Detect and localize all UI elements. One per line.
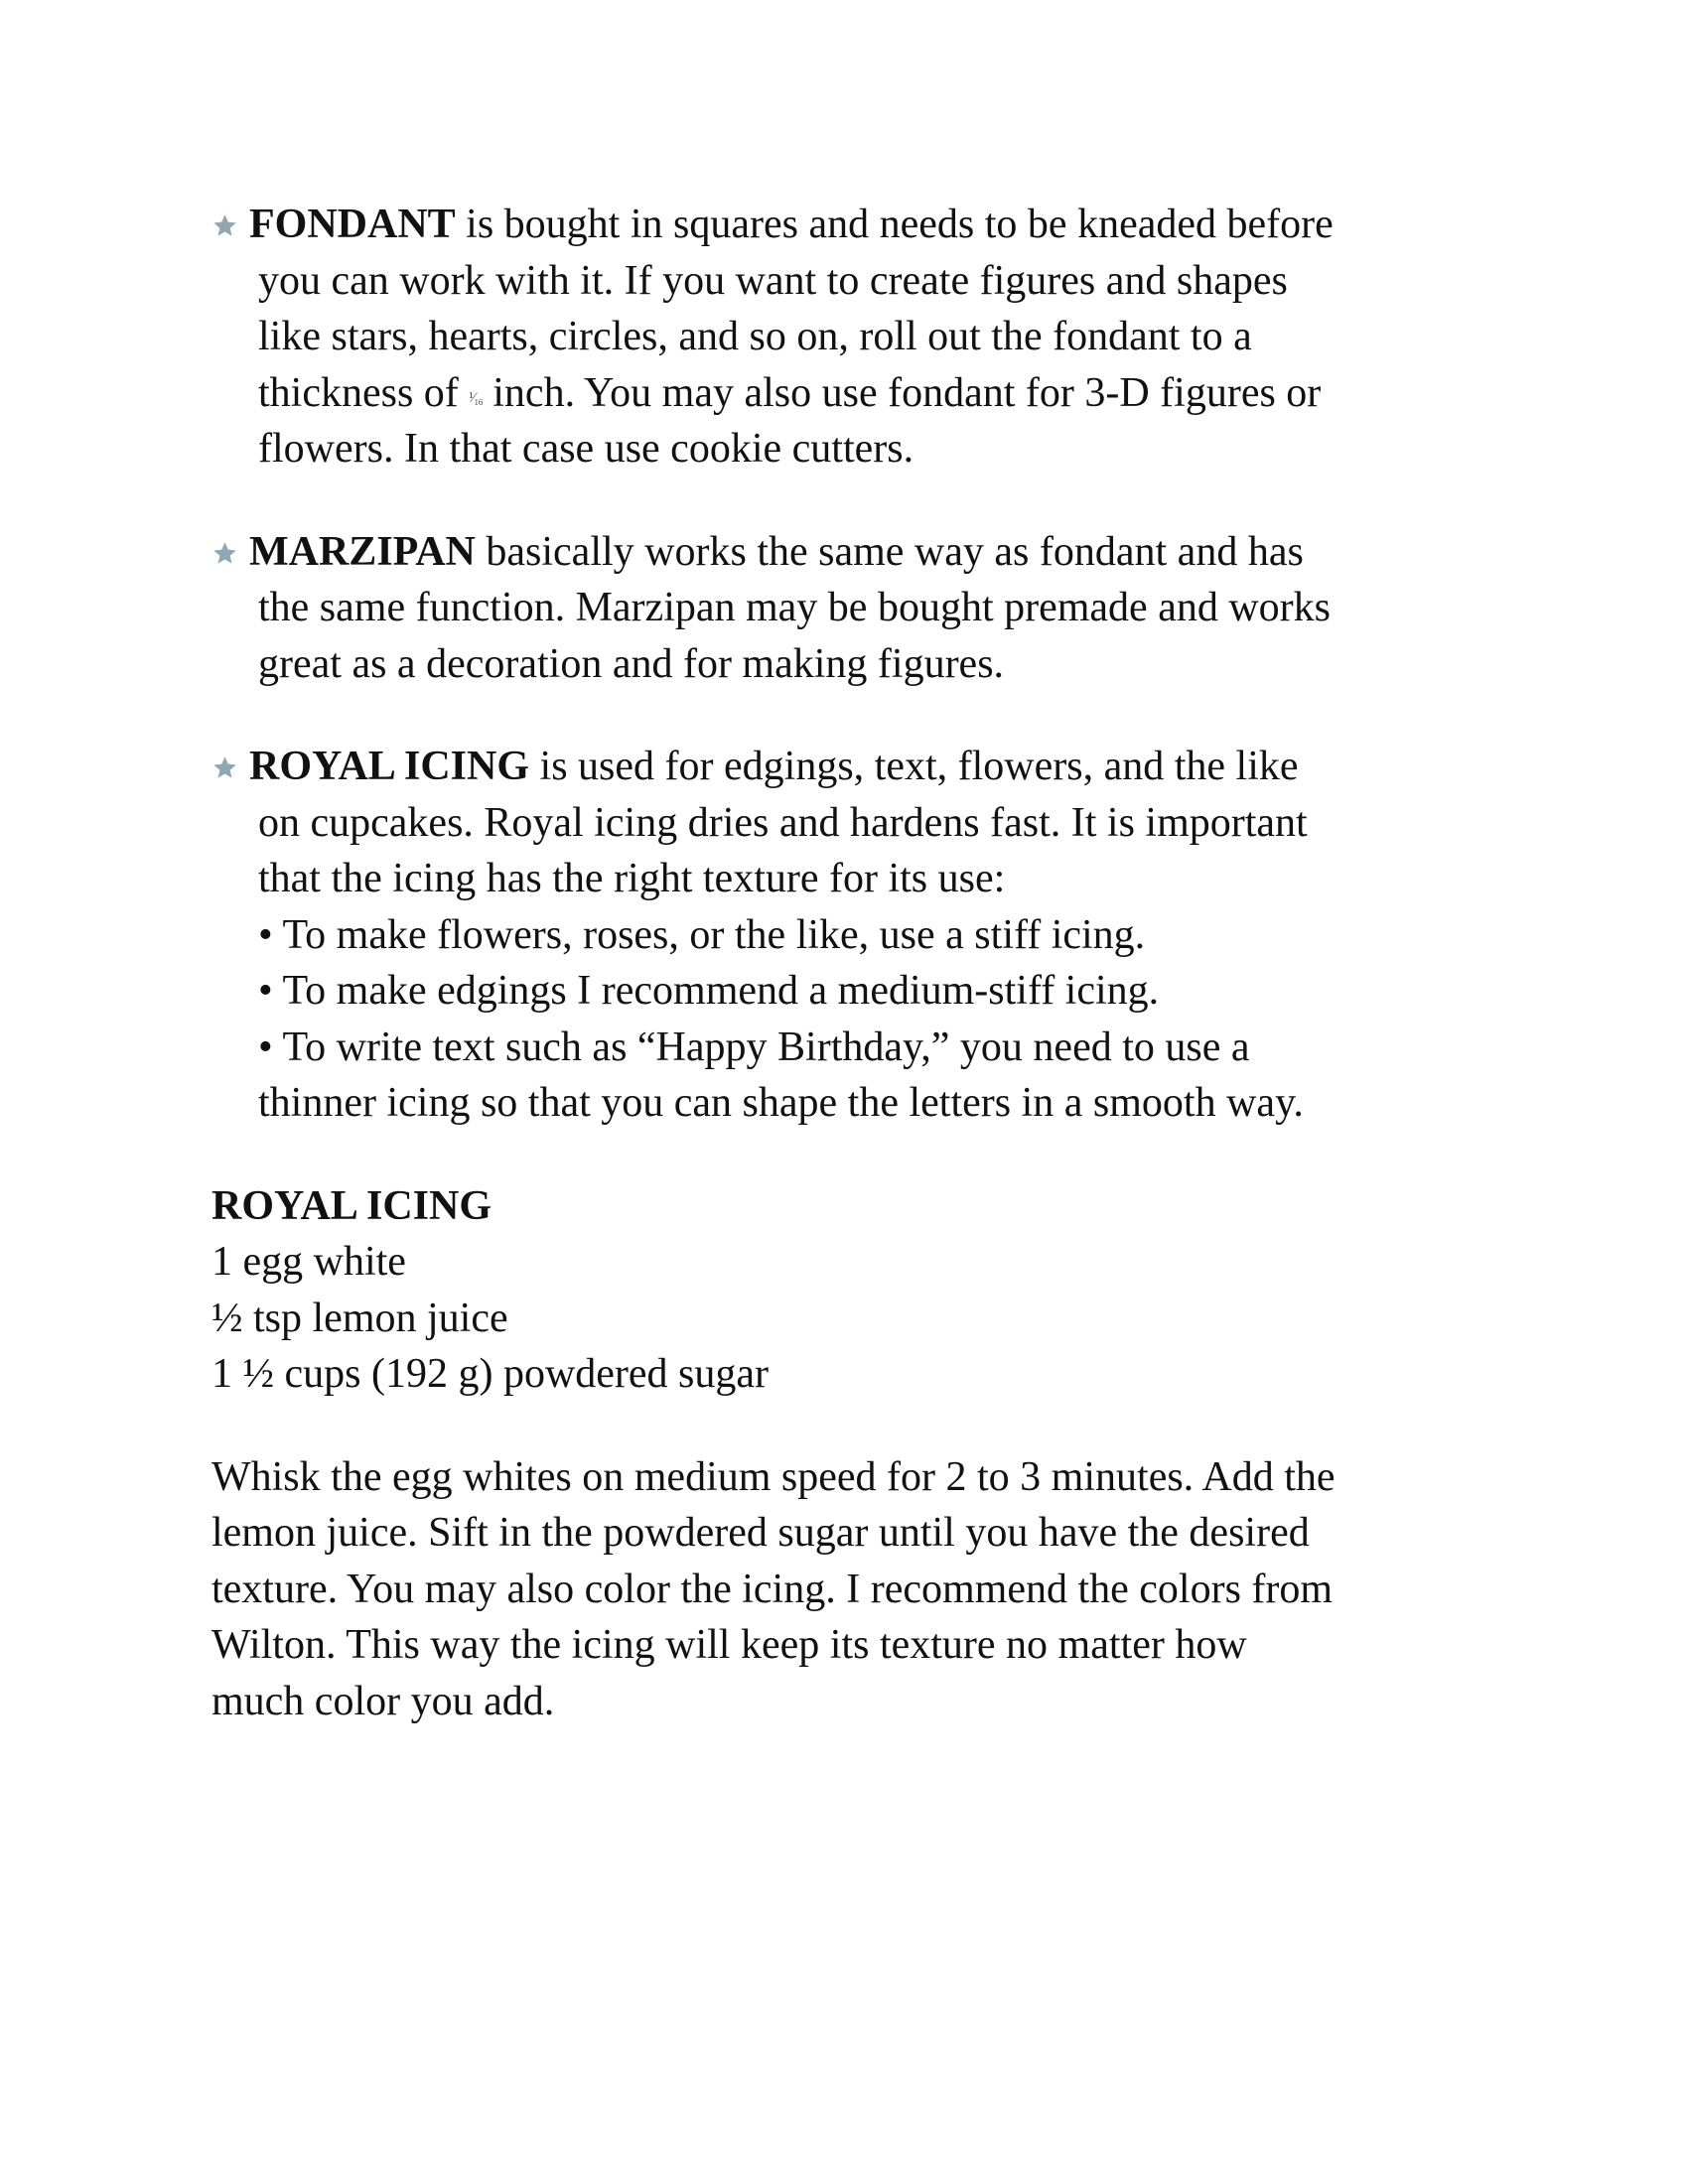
entry-line: MARZIPAN basically works the same way as fondant and has: [249, 528, 1304, 575]
method-line: texture. You may also color the icing. I recommend the colors from: [211, 1566, 1334, 1612]
entry-fondant: [211, 197, 1492, 478]
entry-line: on cupcakes. Royal icing dries and hardens fast. It is important: [258, 799, 1308, 846]
entry-line: ROYAL ICING is used for edgings, text, flowers, and the like: [249, 744, 1299, 789]
entry-line: flowers. In that case use cookie cutters.: [258, 426, 914, 472]
method-line: lemon juice. Sift in the powdered sugar until you have the desired: [211, 1510, 1310, 1556]
entry-line: FONDANT is bought in squares and needs to be kneaded before: [249, 202, 1334, 247]
star-bullet-icon: [211, 754, 238, 781]
entry-line: you can work with it. If you want to create figures and shapes: [258, 257, 1288, 304]
ingredient: 1 ½ cups (192 g) powdered sugar: [211, 1351, 770, 1397]
entry-royal-icing: [211, 739, 1492, 1132]
tip-item: • To write text such as “Happy Birthday,” you need to use a: [258, 1024, 1250, 1070]
ingredient: 1 egg white: [211, 1239, 406, 1285]
method-line: Wilton. This way the icing will keep its texture no matter how: [211, 1622, 1247, 1668]
tip-item: • To make edgings I recommend a medium-stiff icing.: [258, 968, 1160, 1014]
entry-term: ROYAL ICING: [249, 744, 530, 789]
star-bullet-icon: [211, 212, 238, 239]
entry-line: that the icing has the right texture for its use:: [258, 856, 1006, 901]
entry-line: great as a decoration and for making figures.: [258, 640, 1005, 687]
entry-line: thickness of ¹⁄₁₆ inch. You may also use fondant for 3-D figures or: [258, 369, 1322, 416]
entry-line: the same function. Marzipan may be bought premade and works: [258, 585, 1332, 630]
method-line: Whisk the egg whites on medium speed for 2 to 3 minutes. Add the: [211, 1453, 1336, 1500]
page-content: [211, 197, 1492, 1729]
entry-term: MARZIPAN: [249, 528, 476, 575]
method-line: much color you add.: [211, 1678, 555, 1724]
recipe-title: ROYAL ICING: [211, 1182, 492, 1229]
recipe: [211, 1178, 1492, 1403]
method-paragraph: [211, 1449, 1492, 1730]
ingredient: ½ tsp lemon juice: [211, 1295, 508, 1341]
star-bullet-icon: [211, 540, 238, 567]
tip-item: • To make flowers, roses, or the like, use a stiff icing.: [258, 911, 1146, 958]
fraction: ¹⁄₁₆: [469, 389, 483, 406]
entry-term: FONDANT: [249, 202, 456, 247]
entry-line: like stars, hearts, circles, and so on, roll out the fondant to a: [258, 314, 1252, 359]
tip-item: thinner icing so that you can shape the letters in a smooth way.: [258, 1080, 1304, 1126]
entry-marzipan: [211, 524, 1492, 693]
